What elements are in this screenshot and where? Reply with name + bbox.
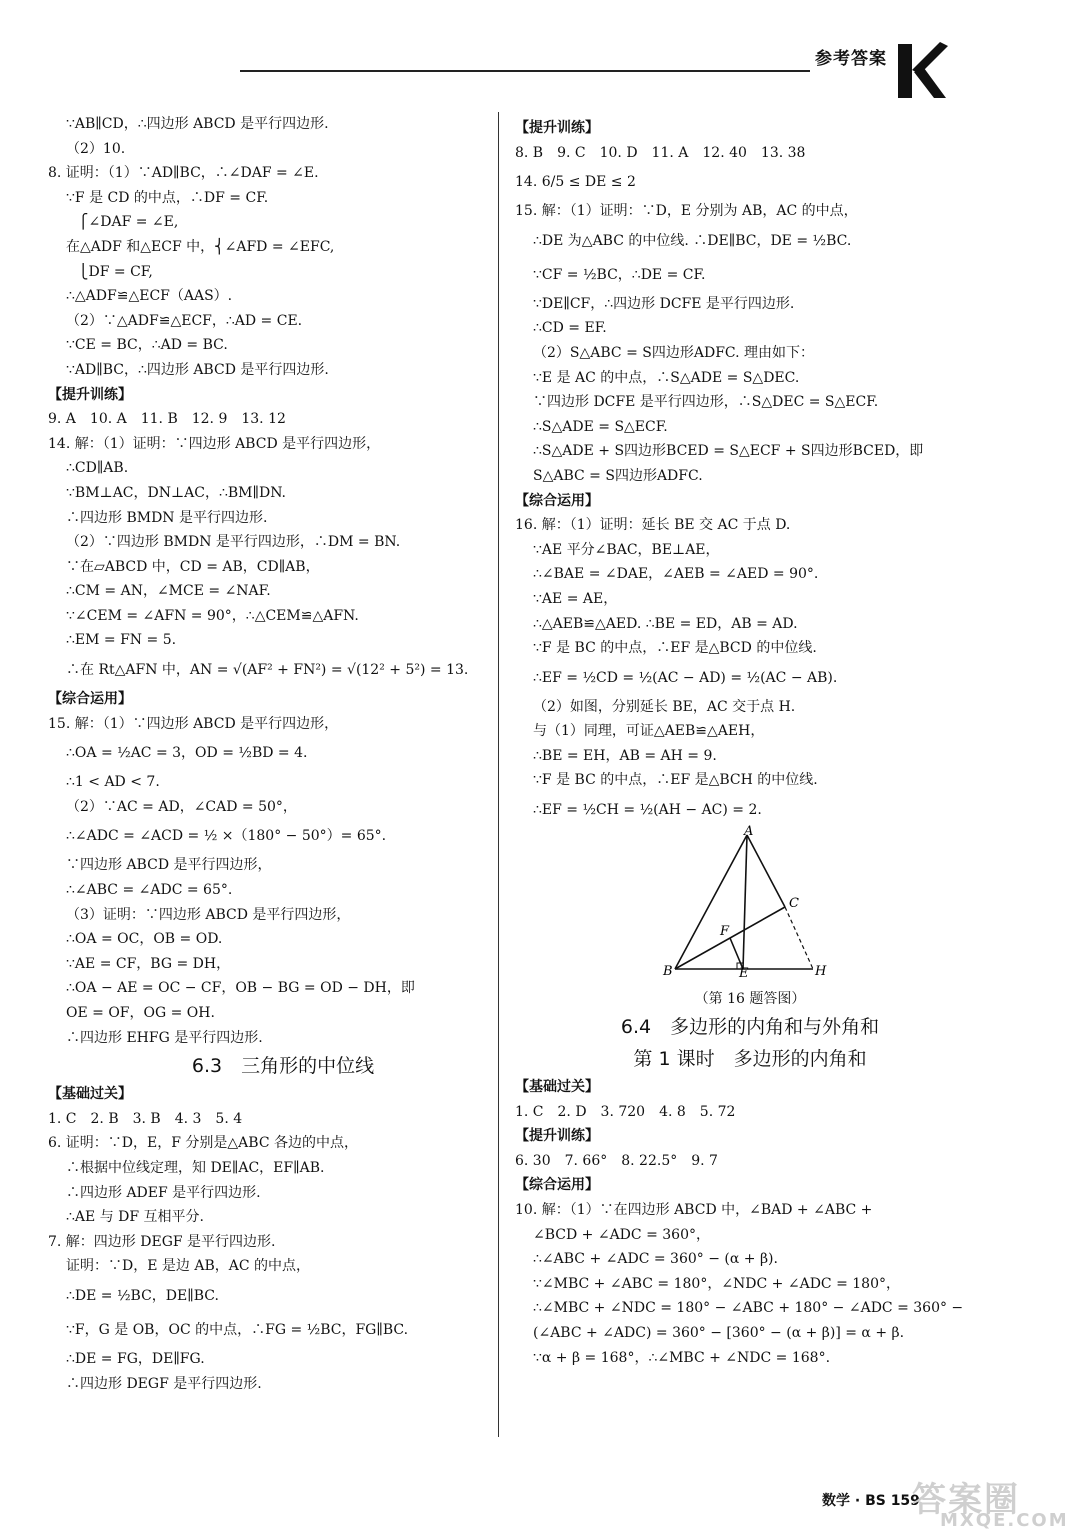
text-line: 7. 解：四边形 DEGF 是平行四边形.	[48, 1233, 276, 1250]
label-c: C	[789, 896, 799, 912]
right-column-part-b	[515, 1011, 985, 1370]
text-line: ∴EM = FN = 5.	[66, 632, 177, 649]
text-line: ∴DE 为△ABC 的中位线. ∴DE∥BC，DE = ½BC.	[533, 232, 852, 249]
text-line: 1. C 2. D 3. 720 4. 8 5. 72	[515, 1103, 736, 1120]
text-line: OE = OF，OG = OH.	[66, 1005, 215, 1021]
label-e: E	[739, 966, 749, 982]
text-line: （2）∵AC = AD，∠CAD = 50°，	[66, 798, 297, 815]
text-line: ∴S△ADE = S△ECF.	[533, 418, 668, 435]
label-b: B	[663, 964, 673, 980]
text-line: ∴AE 与 DF 互相平分.	[66, 1209, 204, 1226]
right-column	[515, 116, 985, 1370]
text-line: ∴在 Rt△AFN 中，AN = √(AF² + FN²) = √(12² + 5²) = 13.	[66, 662, 469, 679]
text-line: ∵α + β = 168°，∴∠MBC + ∠NDC = 168°.	[533, 1349, 831, 1366]
left-column	[48, 112, 518, 1396]
triangle-diagram	[655, 824, 855, 982]
text-line: ⎩DF = CF,	[78, 263, 153, 280]
text-line: ∴OA − AE = OC − CF，OB − BG = OD − DH，即	[66, 980, 415, 997]
section-title: 6.3 三角形的中位线	[191, 1055, 375, 1078]
text-line: ∵CF = ½BC，∴DE = CF.	[533, 266, 706, 283]
text-line: 6. 30 7. 66° 8. 22.5° 9. 7	[515, 1152, 718, 1169]
header-title: 参考答案	[815, 49, 887, 69]
text-line: ∴CM = AN，∠MCE = ∠NAF.	[66, 583, 271, 600]
text-line: ∴DE = ½BC，DE∥BC.	[66, 1287, 219, 1304]
section-heading: 【综合运用】	[515, 1177, 599, 1194]
section-heading: 【综合运用】	[48, 691, 132, 708]
label-h: H	[815, 964, 827, 980]
figure-caption: （第 16 题答图）	[694, 991, 806, 1008]
text-line: ∵四边形 ABCD 是平行四边形，	[66, 857, 272, 874]
text-line: ∵四边形 DCFE 是平行四边形，∴S△DEC = S△ECF.	[533, 394, 879, 411]
text-line: ∴1 < AD < 7.	[66, 774, 160, 791]
watermark: 答案圈	[912, 1480, 1020, 1520]
text-line: ∵∠CEM = ∠AFN = 90°，∴△CEM≌△AFN.	[66, 607, 359, 624]
text-line: （2）∵四边形 BMDN 是平行四边形，∴DM = BN.	[66, 534, 401, 551]
text-line: ∵在▱ABCD 中，CD = AB，CD∥AB，	[66, 558, 320, 575]
segment-ac	[747, 835, 785, 907]
text-line: ∴∠MBC + ∠NDC = 180° − ∠ABC + 180° − ∠ADC = 360° −	[533, 1300, 964, 1317]
text-line: （3）证明：∵四边形 ABCD 是平行四边形，	[66, 906, 351, 923]
text-line: ∵BM⊥AC，DN⊥AC，∴BM∥DN.	[66, 484, 287, 501]
text-line: ∠BCD + ∠ADC = 360°，	[533, 1226, 710, 1243]
text-line: ∴S△ADE + S四边形BCED = S△ECF + S四边形BCED，即	[533, 443, 924, 460]
text-line: ∴∠ADC = ∠ACD = ½ ×（180° − 50°）= 65°.	[66, 828, 387, 845]
text-line: ∵AD∥BC，∴四边形 ABCD 是平行四边形.	[66, 361, 329, 378]
text-line: ∴EF = ½CD = ½(AC − AD) = ½(AC − AB).	[533, 669, 838, 686]
text-line: 15. 解：（1）证明：∵D，E 分别为 AB，AC 的中点，	[515, 203, 858, 220]
section-heading: 【提升训练】	[515, 1128, 599, 1145]
text-line: 10. 解：（1）∵在四边形 ABCD 中，∠BAD + ∠ABC +	[515, 1202, 873, 1219]
text-line: ∵F 是 BC 的中点，∴EF 是△BCD 的中位线.	[533, 640, 817, 657]
text-line: ∴EF = ½CH = ½(AH − AC) = 2.	[533, 802, 762, 819]
text-line: 与（1）同理，可证△AEB≌△AEH，	[533, 723, 765, 740]
text-line: ∴∠ABC + ∠ADC = 360° − (α + β).	[533, 1251, 778, 1268]
text-line: ∵DE∥CF，∴四边形 DCFE 是平行四边形.	[533, 295, 795, 312]
text-line: 14. 解：（1）证明：∵四边形 ABCD 是平行四边形，	[48, 435, 381, 452]
text-line: ∴OA = ½AC = 3，OD = ½BD = 4.	[66, 745, 308, 762]
text-line: （2）如图，分别延长 BE，AC 交于点 H.	[533, 698, 796, 715]
text-line: ∵AB∥CD，∴四边形 ABCD 是平行四边形.	[66, 116, 329, 132]
section-title: 第 1 课时 多边形的内角和	[633, 1048, 867, 1071]
text-line: ∵AE = AE，	[533, 590, 618, 607]
text-line: 14. 6/5 ≤ DE ≤ 2	[515, 174, 636, 191]
label-f: F	[720, 924, 730, 940]
text-line: ∴CD = EF.	[533, 320, 607, 337]
text-line: （2）10.	[66, 140, 126, 157]
section-heading: 【基础过关】	[48, 1086, 132, 1103]
text-line: 证明：∵D，E 是边 AB，AC 的中点，	[66, 1258, 311, 1275]
section-heading: 【提升训练】	[515, 120, 599, 136]
text-line: ∴OA = OC，OB = OD.	[66, 931, 223, 948]
text-line: ∵F 是 BC 的中点，∴EF 是△BCH 的中位线.	[533, 772, 818, 789]
text-line: (∠ABC + ∠ADC) = 360° − [360° − (α + β)] = α + β.	[533, 1325, 905, 1341]
text-line: ∵F 是 CD 的中点，∴DF = CF.	[66, 189, 269, 206]
section-heading: 【基础过关】	[515, 1079, 599, 1096]
text-line: 8. B 9. C 10. D 11. A 12. 40 13. 38	[515, 144, 806, 161]
section-heading: 【综合运用】	[515, 492, 599, 509]
text-line: ∴四边形 BMDN 是平行四边形.	[66, 509, 268, 526]
figure-16	[515, 824, 985, 987]
page-footer: 数学 · BS 159	[822, 1493, 920, 1509]
text-line: ⎧∠DAF = ∠E,	[78, 214, 179, 231]
text-line: ∴根据中位线定理，知 DE∥AC，EF∥AB.	[66, 1159, 325, 1176]
header-rule	[240, 70, 810, 72]
text-line: （2）∵△ADF≌△ECF，∴AD = CE.	[66, 312, 303, 329]
text-line: S△ABC = S四边形ADFC.	[533, 467, 703, 484]
text-line: 9. A 10. A 11. B 12. 9 13. 12	[48, 411, 286, 428]
text-line: ∴CD∥AB.	[66, 460, 129, 477]
text-line: ∵E 是 AC 的中点，∴S△ADE = S△DEC.	[533, 369, 800, 386]
text-line: ∴四边形 EHFG 是平行四边形.	[66, 1029, 263, 1046]
text-line: ∴△ADF≌△ECF（AAS）.	[66, 288, 233, 305]
text-line: ∵∠MBC + ∠ABC = 180°，∠NDC + ∠ADC = 180°，	[533, 1275, 900, 1292]
right-column-part-a	[515, 116, 985, 827]
text-line: ∴∠ABC = ∠ADC = 65°.	[66, 882, 233, 899]
section-title: 6.4 多边形的内角和与外角和	[620, 1016, 880, 1039]
text-line: ∵AE 平分∠BAC，BE⊥AE，	[533, 541, 720, 558]
text-line: ∵F，G 是 OB，OC 的中点，∴FG = ½BC，FG∥BC.	[66, 1321, 409, 1338]
text-line: 在△ADF 和△ECF 中，⎨∠AFD = ∠EFC,	[66, 238, 335, 255]
text-line: 16. 解：（1）证明：延长 BE 交 AC 于点 D.	[515, 517, 791, 534]
segment-ch	[785, 907, 813, 969]
text-line: ∵CE = BC，∴AD = BC.	[66, 337, 228, 354]
text-line: ∴BE = EH，AB = AH = 9.	[533, 747, 717, 764]
text-line: ∴△AEB≌△AED. ∴BE = ED，AB = AD.	[533, 615, 798, 632]
text-line: （2）S△ABC = S四边形ADFC. 理由如下：	[533, 344, 815, 361]
text-line: ∴∠BAE = ∠DAE，∠AEB = ∠AED = 90°.	[533, 566, 819, 583]
text-line: ∴DE = FG，DE∥FG.	[66, 1350, 205, 1367]
text-line: ∴四边形 DEGF 是平行四边形.	[66, 1375, 262, 1392]
segment-ae	[743, 835, 747, 969]
section-heading: 【提升训练】	[48, 386, 132, 403]
text-line: ∴四边形 ADEF 是平行四边形.	[66, 1184, 261, 1201]
watermark-url: MXQE.COM	[940, 1510, 1069, 1531]
text-line: ∵AE = CF，BG = DH，	[66, 955, 231, 972]
text-line: 8. 证明：（1）∵AD∥BC，∴∠DAF = ∠E.	[48, 165, 319, 182]
brand-logo-icon	[890, 40, 950, 102]
text-line: 1. C 2. B 3. B 4. 3 5. 4	[48, 1110, 243, 1127]
label-a: A	[744, 824, 754, 840]
text-line: 6. 证明：∵D，E，F 分别是△ABC 各边的中点，	[48, 1135, 359, 1152]
text-line: 15. 解：（1）∵四边形 ABCD 是平行四边形，	[48, 715, 339, 732]
